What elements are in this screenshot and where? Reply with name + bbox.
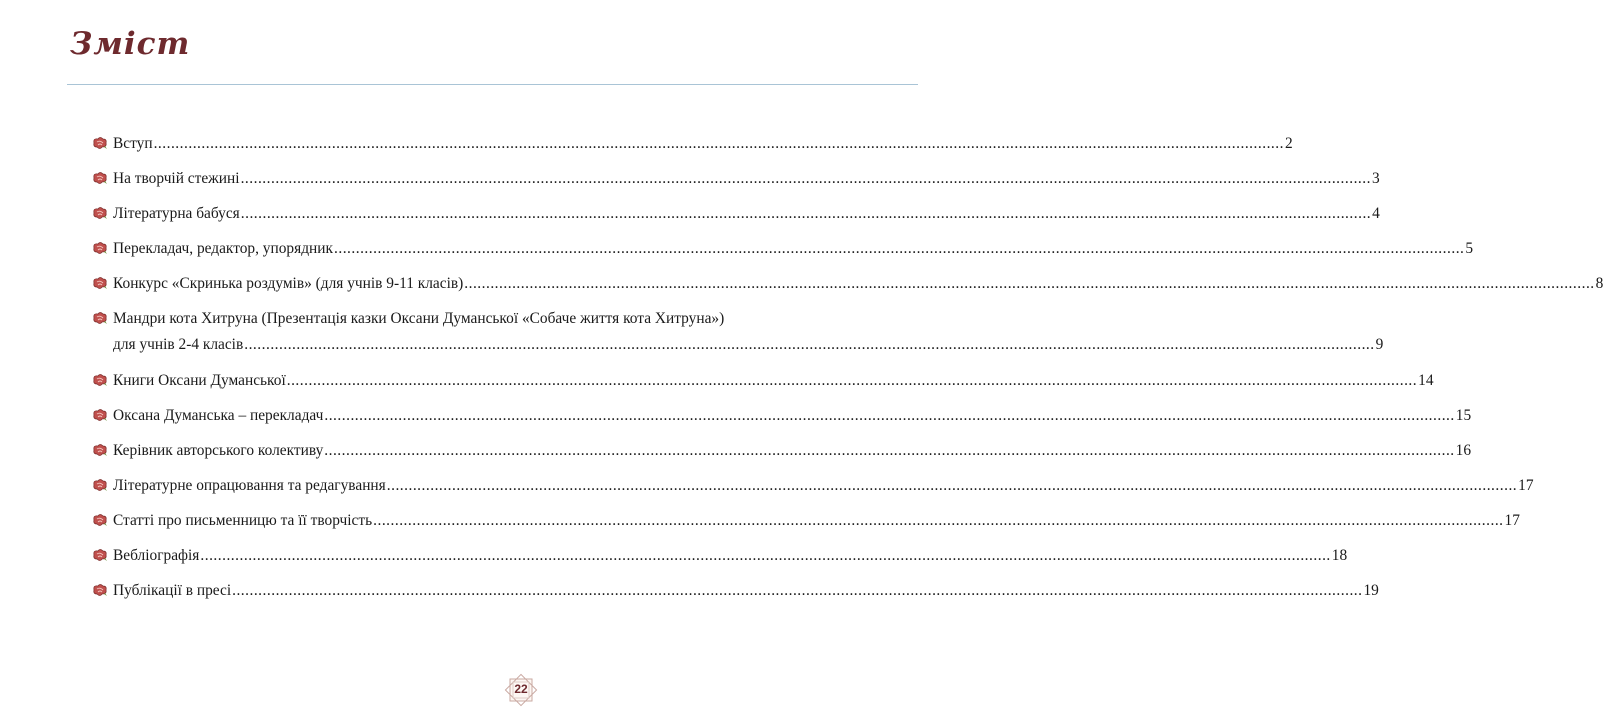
dot-leader (200, 543, 1330, 569)
dot-leader (324, 403, 1454, 429)
rose-flower-icon (92, 438, 113, 464)
toc-entry-page: 14 (1418, 372, 1434, 389)
toc-entry-title: Публікації в пресі (113, 582, 232, 599)
rose-flower-icon (92, 131, 113, 157)
page-title: Зміст (70, 26, 191, 62)
toc-entry-page: 4 (1372, 205, 1380, 222)
toc-entry-title: Оксана Думанська – перекладач (113, 407, 324, 424)
dot-leader (373, 508, 1503, 534)
toc-entry[interactable] (92, 403, 1472, 438)
toc-entry[interactable] (92, 131, 1293, 166)
rose-flower-icon (92, 306, 113, 332)
toc-entry-title: Вебліографія (113, 547, 200, 564)
toc-entry[interactable] (92, 271, 1603, 306)
toc-entry-title: Керівник авторського колективу (113, 442, 324, 459)
dot-leader (241, 201, 1371, 227)
toc-entry-page: 8 (1595, 275, 1603, 292)
rose-flower-icon (92, 236, 113, 262)
table-of-contents (92, 131, 1603, 613)
dot-leader (334, 236, 1464, 262)
dot-leader (387, 473, 1517, 499)
dot-leader (287, 368, 1417, 394)
toc-entry-title: Вступ (113, 135, 153, 152)
toc-entry-title: Статті про письменницю та її творчість (113, 512, 373, 529)
rose-flower-icon (92, 473, 113, 499)
dot-leader (464, 271, 1594, 297)
toc-entry-title: Конкурс «Скринька роздумів» (для учнів 9-11 класів) (113, 275, 464, 292)
dot-leader (244, 332, 1374, 358)
toc-entry-title: Літературне опрацювання та редагування (113, 477, 386, 494)
toc-entry-title: На творчій стежині (113, 170, 240, 187)
toc-entry-page: 17 (1504, 512, 1520, 529)
title-divider (67, 84, 918, 85)
toc-entry-page: 2 (1284, 135, 1293, 152)
toc-entry[interactable] (92, 166, 1380, 201)
toc-entry-page: 5 (1465, 240, 1474, 257)
toc-entry-title: Літературна бабуся (113, 205, 240, 222)
dot-leader (324, 438, 1454, 464)
toc-entry-page: 9 (1375, 336, 1384, 353)
toc-entry-page: 19 (1363, 582, 1379, 599)
toc-entry-page: 17 (1518, 477, 1534, 494)
rose-flower-icon (92, 403, 113, 429)
dot-leader (232, 578, 1362, 604)
toc-entry[interactable] (92, 578, 1379, 613)
rose-flower-icon (92, 508, 113, 534)
toc-entry-title: Перекладач, редактор, упорядник (113, 240, 333, 257)
footer-page-badge (503, 672, 539, 708)
toc-entry-page: 18 (1331, 547, 1348, 564)
rose-flower-icon (92, 368, 113, 394)
toc-entry-title: Мандри кота Хитруна (Презентація казки Оксани Думанської «Собаче життя кота Хитруна») (113, 310, 725, 327)
toc-entry[interactable] (92, 201, 1380, 236)
toc-entry[interactable] (92, 306, 1384, 368)
rose-flower-icon (92, 271, 113, 297)
dot-leader (154, 131, 1284, 157)
page-number: 22 (514, 682, 528, 696)
rose-flower-icon (92, 166, 113, 192)
toc-entry[interactable] (92, 438, 1472, 473)
toc-entry-page: 16 (1455, 442, 1472, 459)
toc-entry[interactable] (92, 508, 1520, 543)
rose-flower-icon (92, 201, 113, 227)
rose-flower-icon (92, 543, 113, 569)
toc-entry[interactable] (92, 368, 1434, 403)
toc-entry-page: 15 (1455, 407, 1472, 424)
toc-entry-title: для учнів 2-4 класів (113, 336, 244, 353)
toc-entry[interactable] (92, 473, 1534, 508)
rose-flower-icon (92, 578, 113, 604)
toc-entry-page: 3 (1371, 170, 1380, 187)
toc-entry[interactable] (92, 236, 1474, 271)
toc-entry-title: Книги Оксани Думанської (113, 372, 286, 389)
dot-leader (241, 166, 1371, 192)
toc-entry[interactable] (92, 543, 1348, 578)
